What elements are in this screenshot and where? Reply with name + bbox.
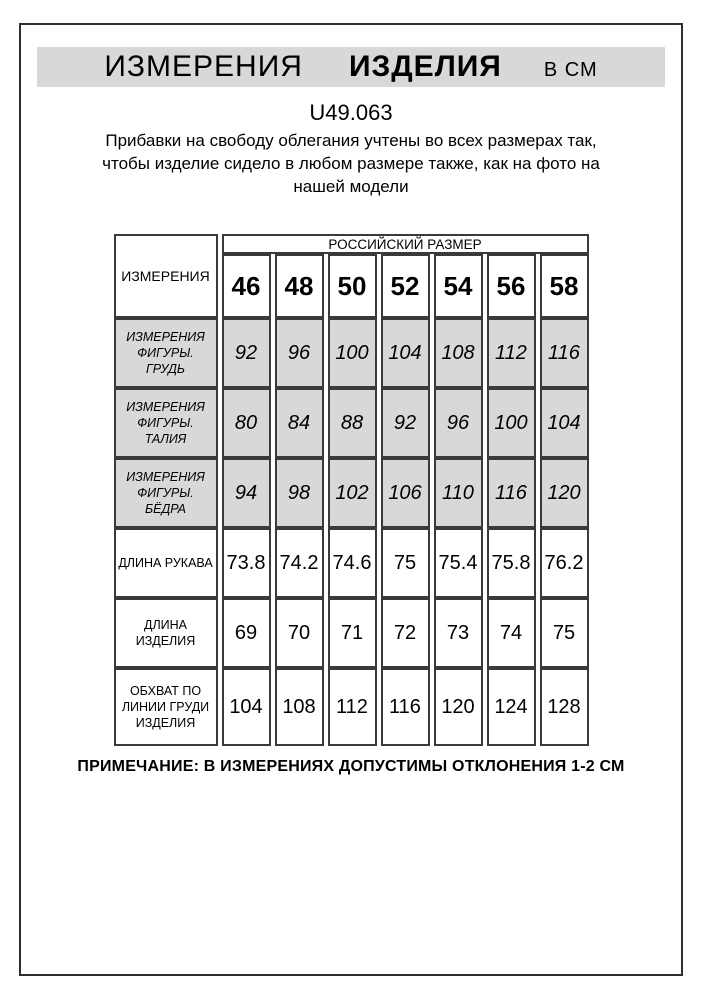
value-cell: 74.2 [275, 528, 324, 598]
value-cell: 120 [540, 458, 589, 528]
size-column-header: 48 [275, 254, 324, 318]
value-cell: 108 [275, 668, 324, 746]
fit-description-line: нашей модели [293, 177, 409, 196]
row-label: ИЗМЕРЕНИЯ ФИГУРЫ. ГРУДЬ [114, 318, 218, 388]
value-cell: 72 [381, 598, 430, 668]
value-cell: 112 [328, 668, 377, 746]
table-row-sleeve-length [114, 528, 589, 598]
value-cell: 120 [434, 668, 483, 746]
title-measurements-text: ИЗМЕРЕНИЯ [104, 50, 303, 83]
title-bar [37, 47, 665, 87]
value-cell: 75.8 [487, 528, 536, 598]
table-row-garment-length [114, 598, 589, 668]
value-cell: 73 [434, 598, 483, 668]
row-label: ИЗМЕРЕНИЯ ФИГУРЫ. БЁДРА [114, 458, 218, 528]
size-column-header: 56 [487, 254, 536, 318]
value-cell: 84 [275, 388, 324, 458]
value-cell: 74.6 [328, 528, 377, 598]
value-cell: 106 [381, 458, 430, 528]
value-cell: 96 [434, 388, 483, 458]
size-column-header: 46 [222, 254, 271, 318]
value-cell: 116 [381, 668, 430, 746]
value-cell: 74 [487, 598, 536, 668]
size-column-header: 58 [540, 254, 589, 318]
value-cell: 76.2 [540, 528, 589, 598]
fit-description [21, 129, 681, 198]
value-cell: 128 [540, 668, 589, 746]
page-frame [19, 23, 683, 976]
table-row-chest-girth [114, 668, 589, 746]
value-cell: 104 [540, 388, 589, 458]
value-cell: 116 [487, 458, 536, 528]
value-cell: 70 [275, 598, 324, 668]
table-row-figure-waist [114, 388, 589, 458]
size-group-row [114, 234, 589, 254]
size-column-header: 52 [381, 254, 430, 318]
value-cell: 73.8 [222, 528, 271, 598]
value-cell: 102 [328, 458, 377, 528]
fit-description-line: чтобы изделие сидело в любом размере также, как на фото на [102, 154, 600, 173]
value-cell: 75 [381, 528, 430, 598]
value-cell: 100 [328, 318, 377, 388]
value-cell: 108 [434, 318, 483, 388]
value-cell: 110 [434, 458, 483, 528]
row-label: ОБХВАТ ПО ЛИНИИ ГРУДИ ИЗДЕЛИЯ [114, 668, 218, 746]
tolerance-note: ПРИМЕЧАНИЕ: В ИЗМЕРЕНИЯХ ДОПУСТИМЫ ОТКЛОНЕНИЯ 1-2 СМ [77, 758, 625, 775]
value-cell: 75 [540, 598, 589, 668]
value-cell: 100 [487, 388, 536, 458]
size-table [110, 234, 593, 746]
value-cell: 92 [222, 318, 271, 388]
value-cell: 112 [487, 318, 536, 388]
row-label: ДЛИНА ИЗДЕЛИЯ [114, 598, 218, 668]
title-units-text: В СМ [543, 58, 598, 81]
value-cell: 69 [222, 598, 271, 668]
table-row-figure-hips [114, 458, 589, 528]
value-cell: 71 [328, 598, 377, 668]
value-cell: 104 [222, 668, 271, 746]
value-cell: 96 [275, 318, 324, 388]
russian-size-header-cell: РОССИЙСКИЙ РАЗМЕР [222, 234, 589, 254]
table-row-figure-chest [114, 318, 589, 388]
value-cell: 98 [275, 458, 324, 528]
row-label: ДЛИНА РУКАВА [114, 528, 218, 598]
value-cell: 75.4 [434, 528, 483, 598]
row-label: ИЗМЕРЕНИЯ ФИГУРЫ. ТАЛИЯ [114, 388, 218, 458]
value-cell: 94 [222, 458, 271, 528]
value-cell: 88 [328, 388, 377, 458]
value-cell: 80 [222, 388, 271, 458]
size-column-header: 54 [434, 254, 483, 318]
value-cell: 92 [381, 388, 430, 458]
value-cell: 124 [487, 668, 536, 746]
value-cell: 104 [381, 318, 430, 388]
measurements-corner-cell: ИЗМЕРЕНИЯ [114, 234, 218, 318]
title-product-text: ИЗДЕЛИЯ [348, 50, 502, 83]
fit-description-line: Прибавки на свободу облегания учтены во всех размерах так, [105, 131, 597, 150]
value-cell: 116 [540, 318, 589, 388]
size-column-header: 50 [328, 254, 377, 318]
product-code: U49.063 [309, 100, 393, 125]
